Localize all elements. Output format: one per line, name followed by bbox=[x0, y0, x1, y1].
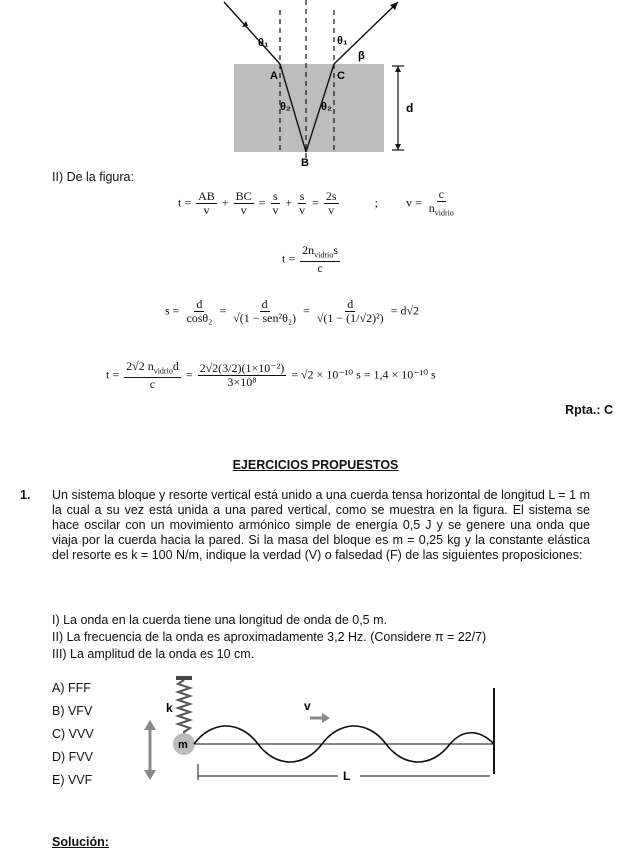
eq1-t: t = bbox=[178, 195, 192, 210]
label-theta1-right: θ₁ bbox=[337, 35, 348, 47]
eq1-eq2: = bbox=[312, 195, 319, 210]
eq3-f2-den: √(1 − sen²θ₂) bbox=[233, 311, 297, 325]
eq1-f2-num: BC bbox=[235, 189, 252, 204]
option-c[interactable]: C) VVV bbox=[52, 727, 94, 741]
eq1-sep: ; bbox=[374, 195, 378, 210]
incident-ray bbox=[224, 2, 280, 64]
proposition-1: I) La onda en la cuerda tiene una longitud de onda de 0,5 m. bbox=[52, 613, 387, 627]
label-B: B bbox=[301, 157, 309, 169]
equation-4 bbox=[106, 360, 436, 391]
option-e[interactable]: E) VVF bbox=[52, 773, 93, 787]
eq3-f2-num: d bbox=[261, 297, 268, 311]
eq1-plus1: + bbox=[221, 195, 229, 210]
spring-mount bbox=[176, 676, 192, 680]
glass-slab bbox=[234, 64, 384, 152]
option-a[interactable]: A) FFF bbox=[52, 681, 91, 695]
eq3-f3-den: √(1 − (1/√2)²) bbox=[316, 311, 384, 325]
spring bbox=[178, 680, 190, 734]
part2-intro: II) De la figura: bbox=[52, 170, 134, 184]
solution-label: Solución: bbox=[52, 835, 109, 849]
eq1-f5-den: v bbox=[328, 203, 335, 218]
option-b[interactable]: B) VFV bbox=[52, 704, 93, 718]
spring-wave-figure bbox=[138, 672, 508, 802]
options-list bbox=[52, 677, 94, 792]
eq1-f4-num: s bbox=[299, 189, 305, 204]
label-C: C bbox=[337, 70, 345, 82]
label-m: m bbox=[178, 739, 188, 751]
option-d[interactable]: D) FVV bbox=[52, 750, 93, 764]
eq3-f3-num: d bbox=[347, 297, 354, 311]
eq4-t: t = bbox=[106, 367, 120, 382]
label-theta2-left: θ₂ bbox=[280, 101, 291, 113]
label-A: A bbox=[270, 70, 278, 82]
equation-2 bbox=[282, 244, 342, 275]
label-v: v bbox=[304, 699, 311, 713]
eq1-f1-num: AB bbox=[198, 189, 215, 204]
eq3-s: s = bbox=[165, 303, 180, 318]
eq4-f1-num: 2√2 n bbox=[126, 359, 154, 373]
refraction-figure bbox=[220, 0, 420, 170]
answer: Rpta.: C bbox=[565, 403, 613, 417]
eq4-f1-num-end: d bbox=[172, 359, 179, 373]
label-theta2-right: θ₂ bbox=[321, 101, 332, 113]
problem-number: 1. bbox=[20, 488, 31, 502]
label-L: L bbox=[343, 769, 351, 783]
proposition-2: II) La frecuencia de la onda es aproximadamente 3,2 Hz. (Considere π = 22/7) bbox=[52, 630, 487, 644]
label-theta1-left: θ₁ bbox=[258, 37, 269, 49]
equation-1 bbox=[178, 188, 458, 219]
eq1-plus2: + bbox=[285, 195, 293, 210]
problem-statement: Un sistema bloque y resorte vertical está unido a una cuerda tensa horizontal de longitud L = 1 m la cual a su vez está unida a una pared vertical, como se muestra en la figura. El sistema se hace oscilar con un movimiento armónico simple de energía 0,5 J y se genere una onda que viaja por la cuerda hacia la pared. Si la masa del bloque es m = 0,25 kg y la constante elástica del resorte es k = 100 N/m, indique la verdad (V) o falsedad (F) de las siguientes proposiciones: bbox=[52, 488, 590, 562]
label-d: d bbox=[406, 101, 414, 115]
eq2-num-end: s bbox=[333, 243, 338, 257]
eq1-f3-den: v bbox=[272, 203, 279, 218]
eq2-num: 2n bbox=[302, 243, 315, 257]
proposition-3: III) La amplitud de la onda es 10 cm. bbox=[52, 647, 255, 661]
eq3-f1-num: d bbox=[196, 297, 203, 311]
eq2-t: t = bbox=[282, 251, 296, 266]
eq1-f6-den: n bbox=[428, 201, 435, 215]
eq4-f1-den: c bbox=[149, 377, 156, 392]
eq1-f6-num: c bbox=[438, 187, 444, 201]
eq1-f4-den: v bbox=[299, 203, 306, 218]
eq3-eq2: = bbox=[303, 303, 310, 318]
eq1-f1-den: v bbox=[203, 203, 210, 218]
eq3-f1-den: cosθ₂ bbox=[186, 311, 213, 325]
eq2-den: c bbox=[317, 261, 323, 276]
label-k: k bbox=[166, 701, 173, 715]
label-beta: β bbox=[358, 50, 365, 62]
eq1-f2-den: v bbox=[240, 203, 247, 218]
eq4-eq1: = bbox=[185, 367, 193, 382]
eq3-eq1: = bbox=[219, 303, 227, 318]
section-title: EJERCICIOS PROPUESTOS bbox=[232, 458, 399, 472]
eq4-eq2: = √2 × 10⁻¹⁰ s = 1,4 × 10⁻¹⁰ s bbox=[291, 367, 436, 382]
emergent-ray bbox=[334, 2, 398, 64]
eq1-f6-den-sub: vidrio bbox=[434, 208, 454, 218]
eq2-num-sub: vidrio bbox=[314, 250, 334, 260]
eq1-v: v = bbox=[405, 195, 422, 210]
equation-3 bbox=[165, 298, 419, 325]
eq1-eq: = bbox=[258, 195, 266, 210]
eq3-eq3: = d√2 bbox=[390, 303, 420, 318]
eq1-f3-num: s bbox=[273, 189, 278, 204]
eq1-f5-num: 2s bbox=[325, 189, 337, 204]
eq4-f2-num: 2√2(3/2)(1×10⁻²) bbox=[199, 361, 285, 376]
eq4-f1-num-sub: vidrio bbox=[153, 366, 173, 376]
eq4-f2-den: 3×10⁸ bbox=[227, 375, 257, 390]
